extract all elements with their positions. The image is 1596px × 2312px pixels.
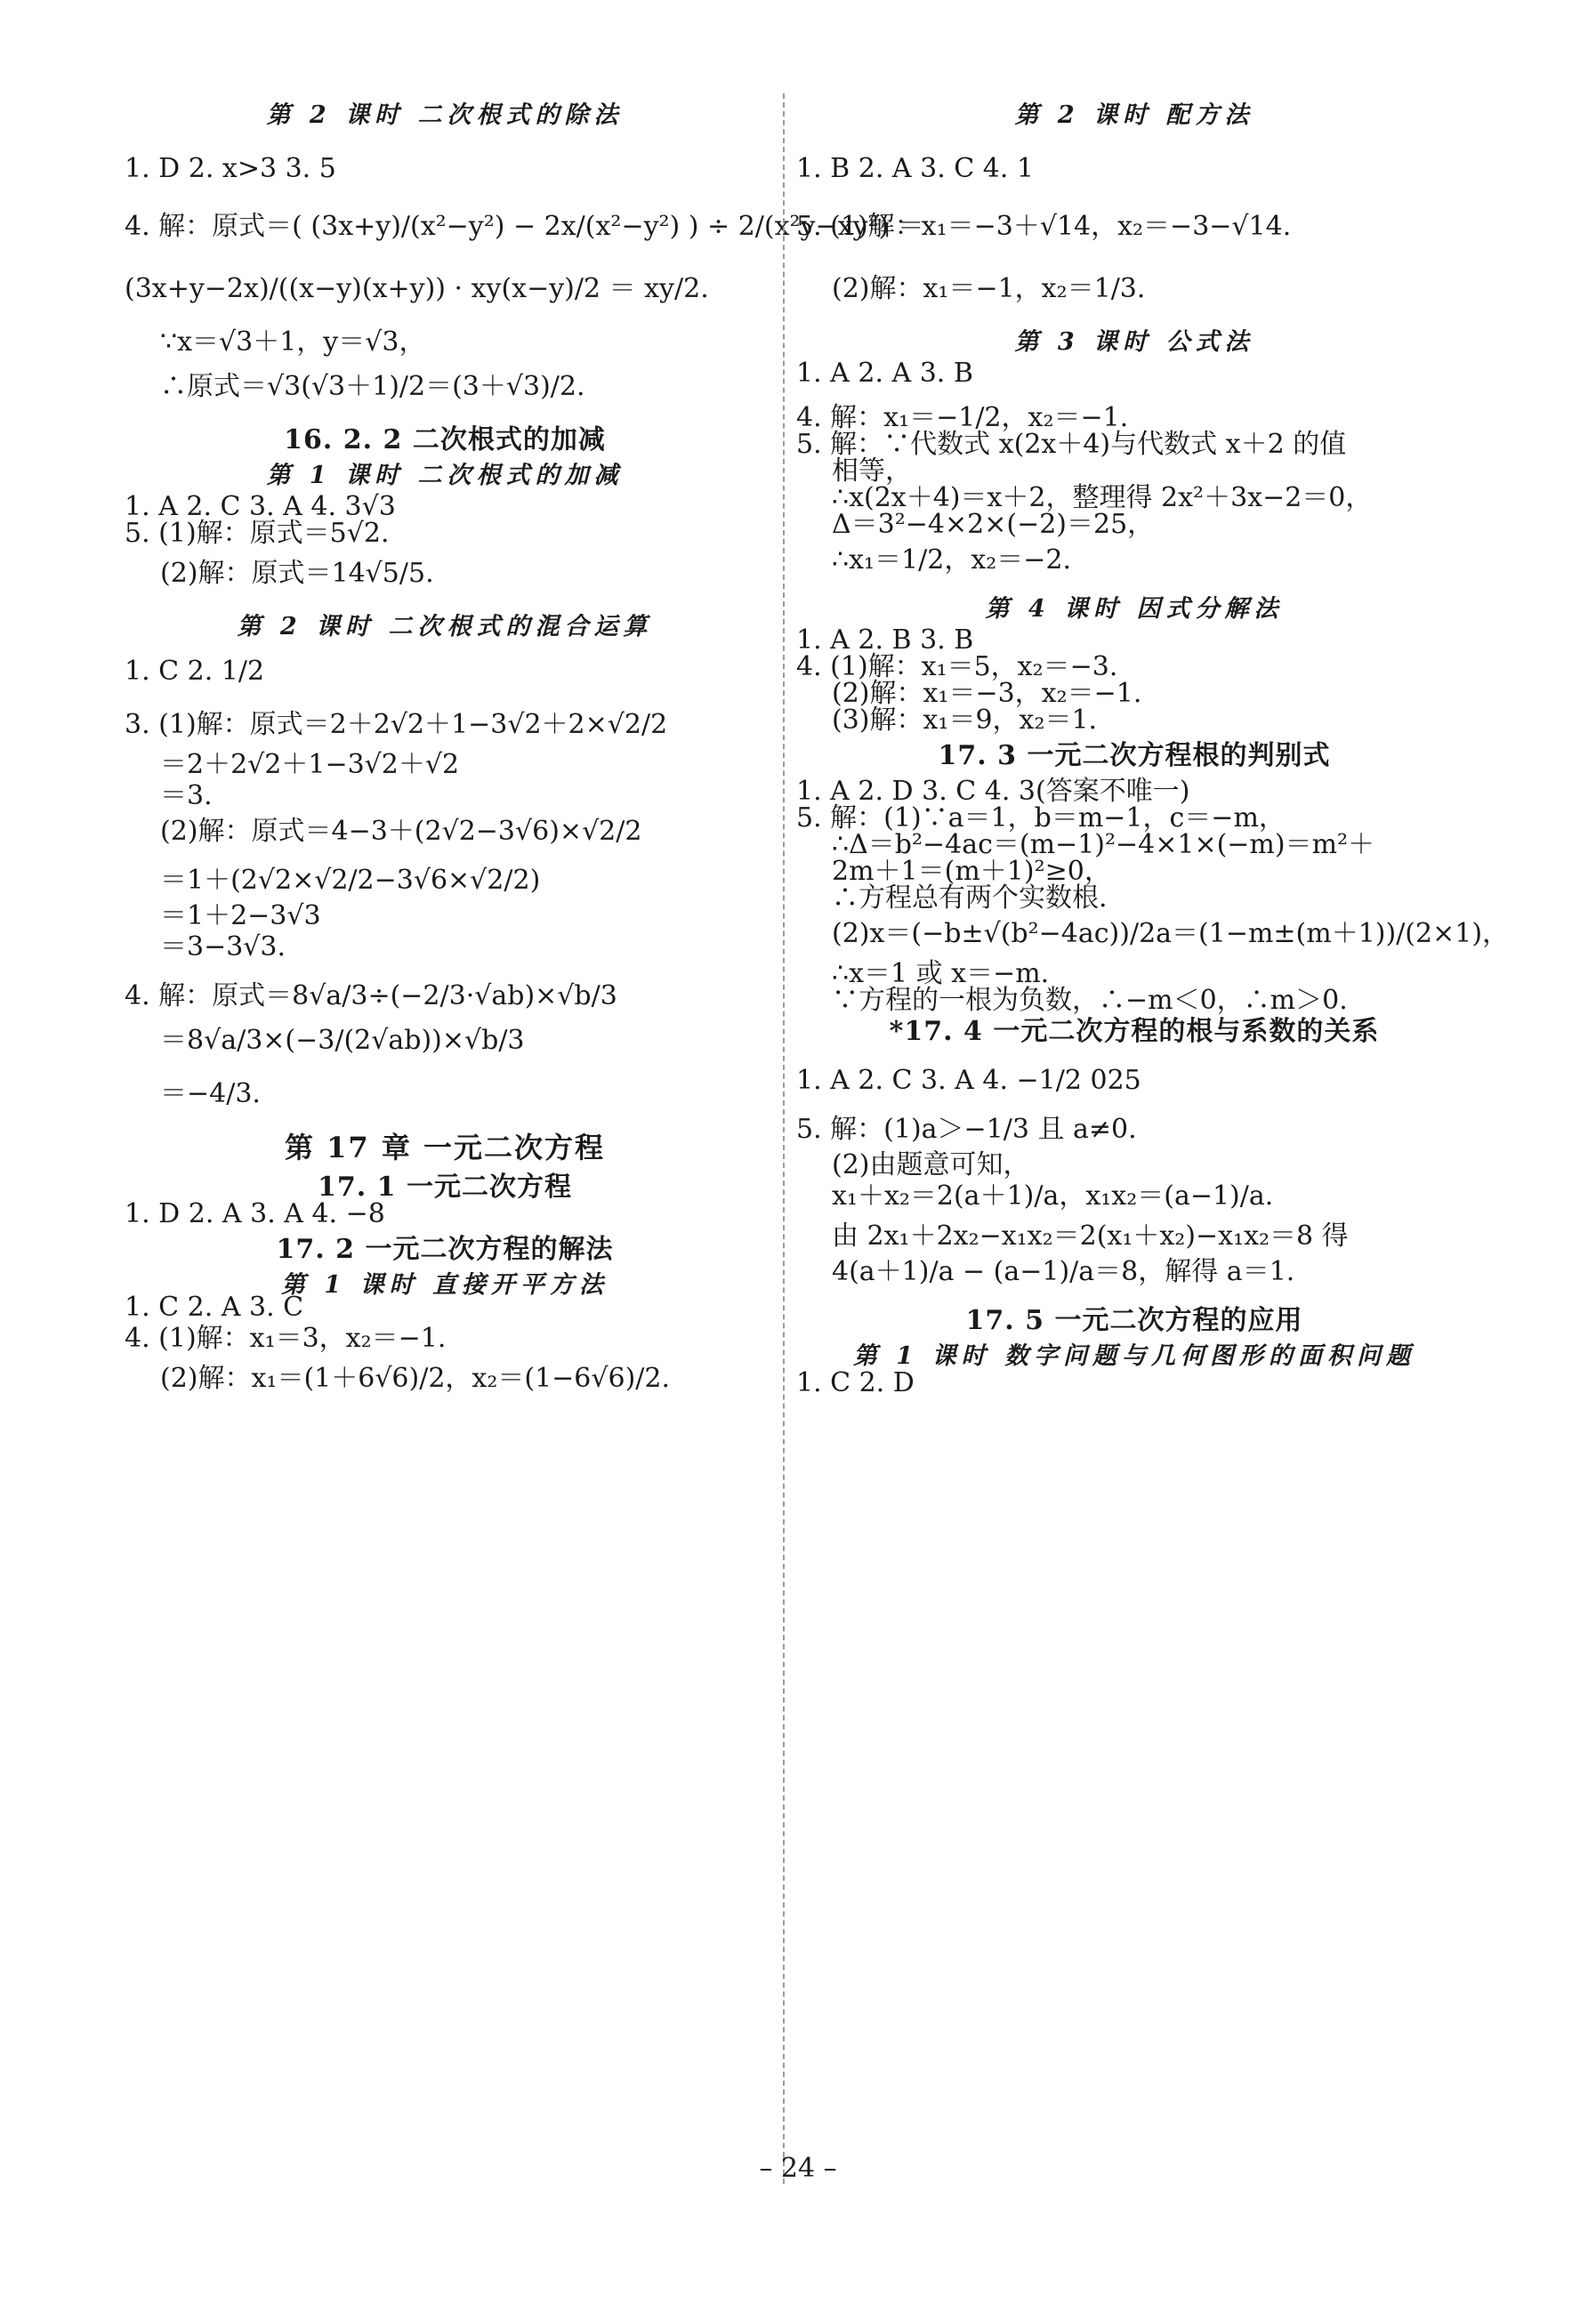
answer-line: ∴x(2x＋4)＝x＋2，整理得 2x²＋3x−2＝0， [832,482,1373,513]
answer-line: 5. 解：(1)∵a＝1，b＝m−1，c＝−m， [796,802,1286,834]
answer-line: 1. D 2. x>3 3. 5 [125,153,336,184]
answer-line: (2)解：x₁＝−1，x₂＝1/3. [832,273,1146,304]
answer-line: (2)由题意可知， [832,1149,1030,1180]
lesson-heading: 第 4 课时 因式分解法 [985,595,1284,623]
section-heading: 17. 1 一元二次方程 [318,1172,572,1203]
page-number: – 24 – [759,2153,837,2184]
answer-line: Δ＝3²−4×2×(−2)＝25， [832,509,1155,540]
answer-line: 1. C 2. 1/2 [125,656,265,687]
answer-line: (2)x＝(−b±√(b²−4ac))/2a＝(1−m±(m＋1))/(2×1)， [832,918,1510,949]
answer-line: ＝2＋2√2＋1−3√2＋√2 [160,749,460,780]
answer-line: 1. B 2. A 3. C 4. 1 [796,153,1034,184]
answer-line: 1. A 2. C 3. A 4. 3√3 [125,491,396,522]
answer-line: 1. A 2. A 3. B [796,358,973,389]
answer-line: ∵x＝√3＋1，y＝√3， [160,326,426,358]
answer-line: ＝3. [160,780,213,811]
answer-line: (2)解：原式＝14√5/5. [160,558,434,589]
answer-line: 2m＋1＝(m＋1)²≥0， [832,856,1111,887]
answer-line: 1. A 2. C 3. A 4. −1/2 025 [796,1065,1141,1096]
lesson-heading: 第 2 课时 配方法 [1014,101,1254,129]
answer-line: (2)解：原式＝4−3＋(2√2−3√6)×√2/2 [160,816,642,847]
section-heading: 17. 2 一元二次方程的解法 [276,1234,614,1265]
answer-line: ∵方程的一根为负数，∴−m＜0，∴m＞0. [832,985,1348,1016]
answer-line: ∴x＝1 或 x＝−m. [832,958,1050,989]
answer-line: 1. C 2. D [796,1367,915,1398]
answer-line: 4. 解：原式＝8√a/3÷(−2/3·√ab)×√b/3 [125,980,617,1011]
answer-line: ＝1＋2−3√3 [160,900,321,931]
section-heading: 16. 2. 2 二次根式的加减 [284,424,606,455]
lesson-heading: 第 1 课时 二次根式的加减 [266,462,624,489]
answer-line: 5. 解：(1)a＞−1/3 且 a≠0. [796,1114,1137,1145]
column-divider [783,93,785,2184]
lesson-heading: 第 1 课时 直接开平方法 [281,1271,609,1299]
answer-line: 4. (1)解：x₁＝5，x₂＝−3. [796,651,1118,682]
answer-line: 4. 解：原式＝( (3x+y)/(x²−y²) − 2x/(x²−y²) ) ÷ 2/(x²y−xy²) ＝ [125,211,924,242]
lesson-heading: 第 2 课时 二次根式的除法 [266,101,624,129]
answer-line: 4. (1)解：x₁＝3，x₂＝−1. [125,1323,447,1354]
section-heading: 17. 5 一元二次方程的应用 [965,1305,1303,1336]
answer-line: ＝8√a/3×(−3/(2√ab))×√b/3 [160,1025,525,1056]
answer-line: (3)解：x₁＝9，x₂＝1. [832,705,1098,736]
answer-line: (2)解：x₁＝(1＋6√6)/2，x₂＝(1−6√6)/2. [160,1363,671,1394]
answer-line: ∴x₁＝1/2，x₂＝−2. [832,544,1072,576]
answer-line: ＝1＋(2√2×√2/2−3√6×√2/2) [160,865,541,896]
answer-line: (3x+y−2x)/((x−y)(x+y)) · xy(x−y)/2 ＝ xy/2. [125,273,709,304]
answer-line: 4(a＋1)/a − (a−1)/a＝8，解得 a＝1. [832,1256,1295,1287]
answer-line: 1. A 2. B 3. B [796,624,974,656]
answer-line: 4. 解：x₁＝−1/2，x₂＝−1. [796,402,1129,433]
section-heading: *17. 4 一元二次方程的根与系数的关系 [889,1016,1380,1047]
answer-line: x₁＋x₂＝2(a＋1)/a，x₁x₂＝(a−1)/a. [832,1180,1274,1212]
answer-line: 3. (1)解：原式＝2＋2√2＋1−3√2＋2×√2/2 [125,709,668,740]
answer-line: 5. 解：∵代数式 x(2x＋4)与代数式 x＋2 的值 [796,429,1347,460]
answer-line: 1. A 2. D 3. C 4. 3(答案不唯一) [796,776,1190,807]
answer-line: ∴Δ＝b²−4ac＝(m−1)²−4×1×(−m)＝m²＋ [832,829,1375,860]
answer-line: ＝−4/3. [160,1078,261,1109]
answer-line: 由 2x₁＋2x₂−x₁x₂＝2(x₁＋x₂)−x₁x₂＝8 得 [832,1220,1349,1252]
answer-line: 5. (1)解：x₁＝−3＋√14，x₂＝−3−√14. [796,211,1292,242]
answer-line: ＝3−3√3. [160,931,286,963]
answer-line: 5. (1)解：原式＝5√2. [125,518,390,549]
chapter-heading: 第 17 章 一元二次方程 [285,1131,605,1164]
answer-line: ∴原式＝√3(√3＋1)/2＝(3＋√3)/2. [160,371,585,402]
answer-line: 1. C 2. A 3. C [125,1292,304,1323]
lesson-heading: 第 2 课时 二次根式的混合运算 [237,613,653,640]
answer-line: ∴方程总有两个实数根. [832,882,1108,914]
lesson-heading: 第 1 课时 数字问题与几何图形的面积问题 [853,1342,1415,1370]
answer-line: 1. D 2. A 3. A 4. −8 [125,1198,385,1229]
answer-line: (2)解：x₁＝−3，x₂＝−1. [832,678,1142,709]
lesson-heading: 第 3 课时 公式法 [1014,328,1254,356]
answer-line: 相等， [832,455,912,487]
section-heading: 17. 3 一元二次方程根的判别式 [938,740,1331,771]
